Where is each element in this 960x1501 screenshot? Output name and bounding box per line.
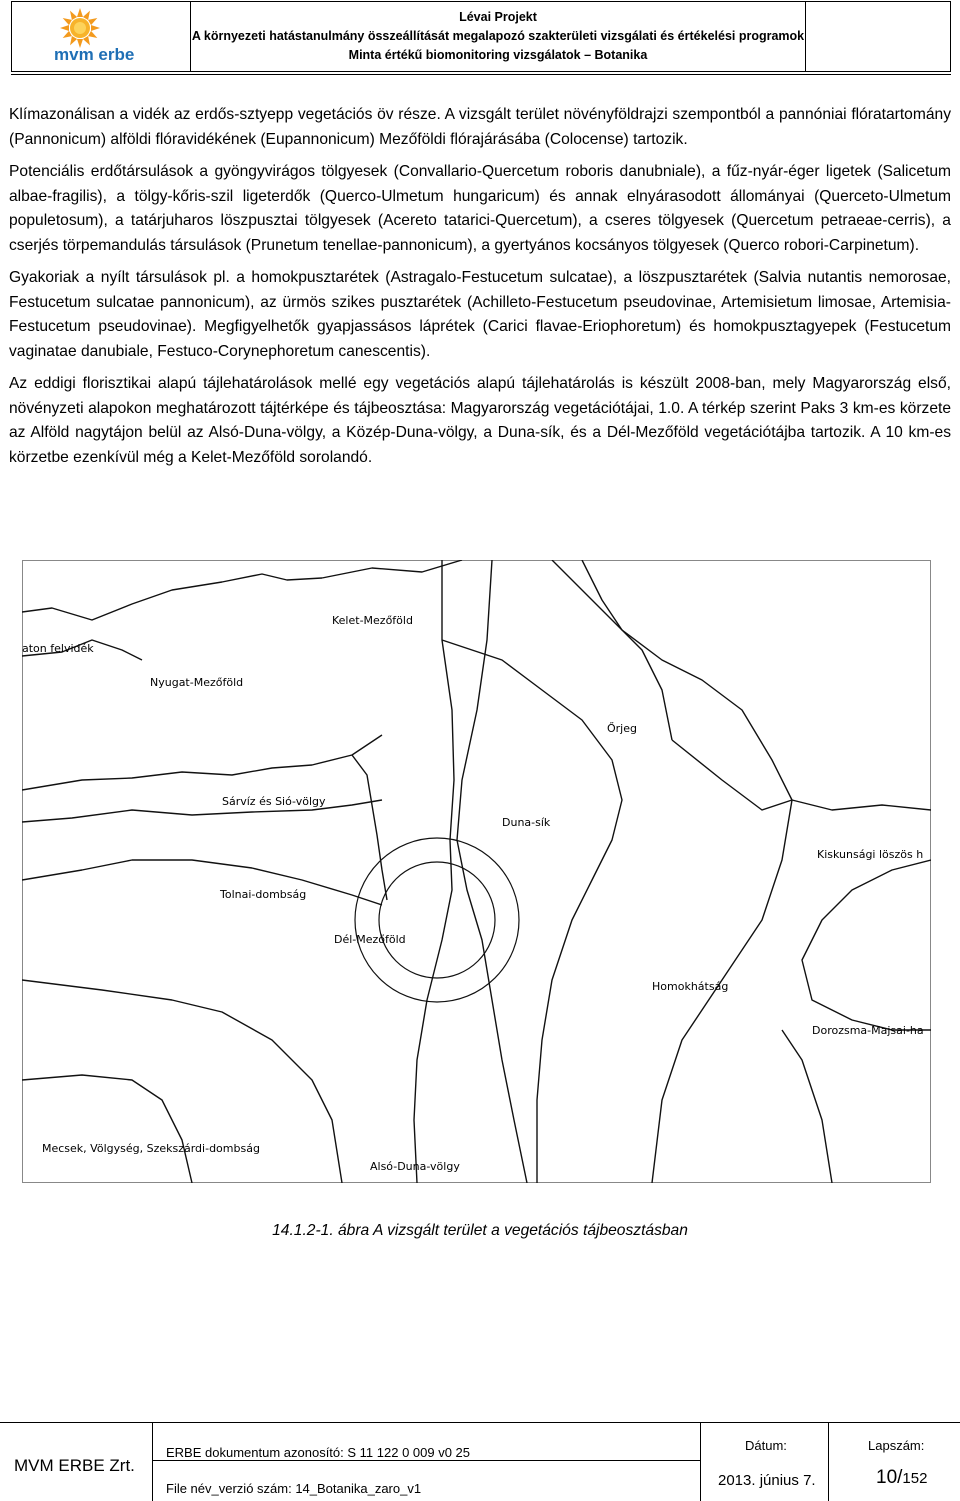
footer-divider (152, 1460, 700, 1461)
footer-page-total: 152 (902, 1470, 928, 1487)
figure-caption: 14.1.2-1. ábra A vizsgált terület a vegetációs tájbeosztásban (272, 1222, 688, 1239)
map-label-sarviz: Sárvíz és Sió-völgy (222, 795, 326, 808)
footer-divider (700, 1423, 701, 1501)
document-body (9, 103, 951, 478)
map-label-homokhatsag: Homokhátság (652, 980, 729, 993)
footer-page-number (876, 1467, 927, 1489)
header-title-block (191, 2, 806, 71)
footer-divider (828, 1423, 829, 1501)
paragraph-open-associations: Gyakoriak a nyílt társulások pl. a homokpusztarétek (Astragalo-Festucetum sulcatae), a löszpusztarétek (Salvia nutantis nemorosae, Festucetum sulcatae pannonicum), az ürmös szikes pusztarétek (Achilleto-Festucetum pseudovinae, Artemisietum limosae, Artemisia-Festucetum pseudovinae). Megfigyelhetők gyapjassásos láprétek (Carici flavae-Eriophoretum) és homokpusztagyepek (Festucetum vaginatae danubiale, Festuco-Corynephoretum canescentis). (9, 269, 951, 360)
page-header (11, 1, 951, 72)
vegetation-map-figure (22, 560, 931, 1183)
map-label-del-mezofold: Dél-Mezőföld (334, 933, 406, 946)
map-label-kelet-mezofold: Kelet-Mezőföld (332, 614, 413, 627)
map-label-mecsek: Mecsek, Völgység, Szekszárdi-dombság (42, 1142, 260, 1155)
program-name: A környezeti hatástanulmány összeállítását megalapozó szakterületi vizsgálati és értékelési programok (191, 29, 805, 43)
header-divider (11, 74, 951, 75)
footer-file-name: File név_verzió szám: 14_Botanika_zaro_v1 (166, 1481, 422, 1496)
page-footer (0, 1422, 960, 1501)
paragraph-forests: Potenciális erdőtársulások a gyöngyvirágos tölgyesek (Convallario-Quercetum roboris danubniale), a fűz-nyár-éger ligetek (Salicetum albae-fragilis), a tölgy-kőris-szil ligeterdők (Querco-Ulmetum hungaricum) és annak elnyárasodott állományai (Querceto-Ulmetum populetosum), a tatárjuharos löszpusztai tölgyesek (Acereto tatarici-Quercetum), a cseres tölgyesek (Quercetum petraeae-cerris), a cserjés törpemandulás társulások (Prunetum tenellae-pannonicum), a gyertyános kocsányos tölgyesek (Querco robori-Carpinetum). (9, 163, 951, 254)
map-label-kiskunsagi: Kiskunsági löszös h (817, 848, 924, 861)
footer-page-label: Lapszám: (868, 1438, 925, 1453)
map-label-dorozsma: Dorozsma-Majsai-ha (812, 1024, 924, 1037)
vegetation-map (22, 560, 931, 1183)
sun-logo-icon (12, 2, 190, 71)
map-label-duna-sik: Duna-sík (502, 816, 551, 829)
map-label-nyugat-mezofold: Nyugat-Mezőföld (150, 676, 244, 689)
header-empty-cell (807, 2, 950, 71)
company-logo (12, 2, 191, 71)
footer-date-label: Dátum: (745, 1438, 787, 1453)
footer-date-value: 2013. június 7. (718, 1472, 816, 1489)
footer-company: MVM ERBE Zrt. (14, 1456, 135, 1475)
map-label-orjeg: Őrjeg (607, 722, 637, 735)
map-label-tolnai: Tolnai-dombság (220, 888, 307, 901)
map-label-also-duna: Alsó-Duna-völgy (370, 1160, 460, 1173)
paragraph-landscape: Az eddigi florisztikai alapú tájlehatárolások mellé egy vegetációs alapú tájlehatárolás is készült 2008-ban, mely Magyarország első, növényzeti alapokon meghatározott tájtérképe és tájbeosztása: Magyarország vegetációtájai, 1.0. A térkép szerint Paks 3 km-es körzete az Alföld nagytájon belül az Alsó-Duna-völgy, a Közép-Duna-völgy, a Duna-sík, és a Dél-Mezőföld vegetációtájba tartozik. A 10 km-es körzetbe ezenkívül még a Kelet-Mezőföld sorolandó. (9, 375, 951, 466)
section-name: Minta értékű biomonitoring vizsgálatok – Botanika (348, 48, 648, 62)
logo-text: mvm erbe (54, 45, 135, 64)
footer-divider (152, 1423, 153, 1501)
paragraph-climate: Klímazonálisan a vidék az erdős-sztyepp vegetációs öv része. A vizsgált terület növényföldrajzi szempontból a pannóniai flóratartomány (Pannonicum) alföldi flóravidékének (Eupannonicum) Mezőföldi flórajárásába (Colocense) tartozik. (9, 106, 951, 148)
footer-document-id: ERBE dokumentum azonosító: S 11 122 0 009 v0 25 (166, 1445, 471, 1460)
map-label-aton-felvidek: aton felvidék (22, 642, 94, 655)
footer-page-current: 10/ (876, 1467, 903, 1488)
project-name: Lévai Projekt (459, 10, 537, 24)
